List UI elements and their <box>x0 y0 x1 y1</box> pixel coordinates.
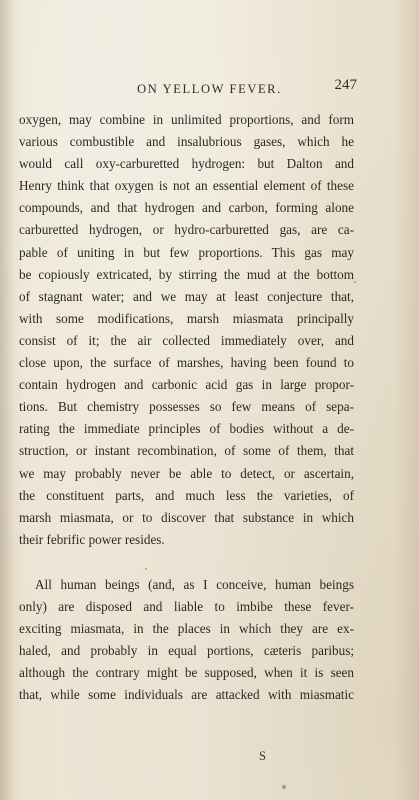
text-line: exciting miasmata, in the places in which they are ex- <box>19 621 354 637</box>
spine-shadow <box>0 0 14 800</box>
page-number: 247 <box>334 77 357 93</box>
text-line: All human beings (and, as I conceive, human beings <box>35 576 354 592</box>
paragraph-1 <box>19 109 354 551</box>
text-line: with some modifications, marsh miasmata principally <box>19 310 354 326</box>
text-line: haled, and probably in equal portions, cæteris paribus; <box>19 643 354 659</box>
body-text <box>19 109 354 706</box>
paper-speck <box>282 785 286 789</box>
text-line: the constituent parts, and much less the varieties, of <box>19 487 354 503</box>
paragraph-2 <box>19 574 354 707</box>
running-head <box>0 77 419 102</box>
text-line: pable of uniting in but few proportions. This gas may <box>19 244 354 260</box>
text-line: rating the immediate principles of bodies without a de- <box>19 421 354 437</box>
text-line: of stagnant water; and we may at least conjecture that, <box>19 288 354 304</box>
text-line: tions. But chemistry possesses so few means of sepa- <box>19 399 354 415</box>
text-line: consist of it; the air collected immediately over, and <box>19 332 354 348</box>
paper-speck <box>145 568 147 570</box>
text-line: carburetted hydrogen, or hydro-carburetted gas, are ca- <box>19 222 354 238</box>
text-line: contain hydrogen and carbonic acid gas in large propor- <box>19 377 354 393</box>
text-line: compounds, and that hydrogen and carbon, forming alone <box>19 200 354 216</box>
text-line: their febrific power resides. <box>19 531 165 547</box>
signature-mark: S <box>259 749 266 763</box>
text-line: marsh miasmata, or to discover that substance in which <box>19 509 354 525</box>
text-line: that, while some individuals are attacked with miasmatic <box>19 687 354 703</box>
text-line: would call oxy-carburetted hydrogen: but Dalton and <box>19 156 354 172</box>
paragraph-gap <box>19 551 354 574</box>
text-line: we may probably never be able to detect, or ascertain, <box>19 465 354 481</box>
text-line: although the contrary might be supposed, when it is seen <box>19 665 354 681</box>
text-line: Henry think that oxygen is not an essential element of these <box>19 178 354 194</box>
paper-speck <box>354 281 356 283</box>
text-line: oxygen, may combine in unlimited proportions, and form <box>19 112 354 127</box>
text-line: be copiously extricated, by stirring the mud at the bottom <box>19 266 354 282</box>
text-line: various combustible and insalubrious gases, which he <box>19 134 354 150</box>
running-head-title: ON YELLOW FEVER. <box>137 82 282 96</box>
text-line: struction, or instant recombination, of some of them, that <box>19 443 354 459</box>
text-line: close upon, the surface of marshes, having been found to <box>19 355 354 371</box>
text-line: only) are disposed and liable to imbibe these fever- <box>19 598 354 614</box>
